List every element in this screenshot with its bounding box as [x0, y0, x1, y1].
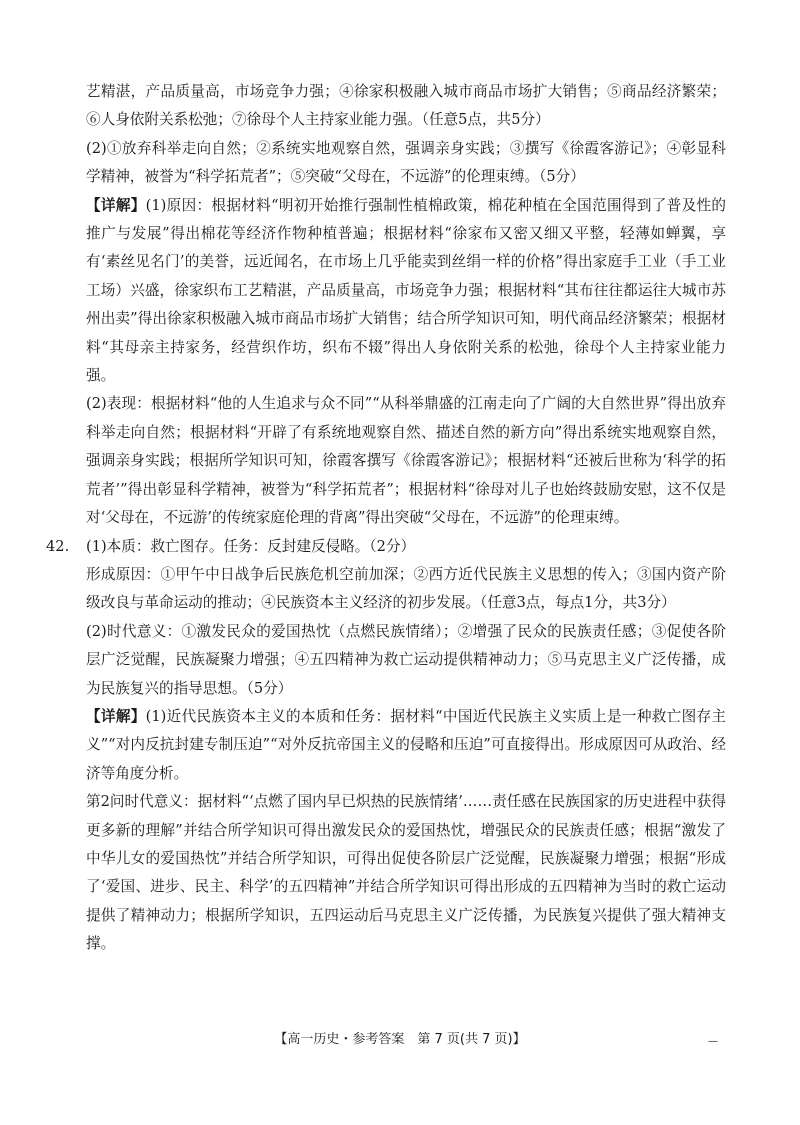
q41-detail-1: [86, 192, 726, 391]
detail-label: 【详解】: [86, 707, 146, 725]
q42-detail-1: [86, 703, 726, 788]
q41-part2-answer: (2)①放弃科举走向自然；②系统实地观察自然，强调亲身实践；③撰写《徐霞客游记》；④彰显科学精神，被誉为“科学拓荒者”；⑤突破“父母在，不远游”的伦理束缚。（5分）: [86, 139, 726, 186]
q42-causes: 形成原因：①甲午中日战争后民族危机空前加深；②西方近代民族主义思想的传入；③国内资产阶级改良与革命运动的推动；④民族资本主义经济的初步发展。（任意3点，每点1分，共3分）: [86, 565, 726, 612]
page-footer: 【高一历史・参考答案 第 7 页(共 7 页)】: [274, 1032, 526, 1047]
q42-detail-1-text: (1)近代民族资本主义的本质和任务：据材料“中国近代民族主义实质上是一种救亡图存主义”“对内反抗封建专制压迫”“对外反抗帝国主义的侵略和压迫”可直接得出。形成原因可从政治、经济等角度分析。: [86, 707, 726, 782]
answer-content: [46, 78, 726, 959]
q42-detail-2: 第2问时代意义：据材料“‘点燃了国内早已炽热的民族情绪’……责任感在民族国家的历史进程中获得更多新的理解”并结合所学知识可得出激发民众的爱国热忱，增强民众的民族责任感；根据“激发了中华儿女的爱国热忱”并结合所学知识，可得出促使各阶层广泛觉醒，民族凝聚力增强；根据“形成了‘爱国、进步、民主、科学’的五四精神”并结合所学知识可得出形成的五四精神为当时的救亡运动提供了精神动力；根据所学知识，五四运动后马克思主义广泛传播，为民族复兴提供了强大精神支撑。: [86, 793, 726, 953]
question-42: [46, 533, 726, 561]
corner-mark: —: [708, 1036, 718, 1047]
q42-part2-answer: (2)时代意义：①激发民众的爱国热忱（点燃民族情绪）；②增强了民众的民族责任感；③促使各阶层广泛觉醒，民族凝聚力增强；④五四精神为救亡运动提供精神动力；⑤马克思主义广泛传播，成为民族复兴的指导思想。（5分）: [86, 622, 726, 697]
q42-part1-answer: (1)本质：救亡图存。任务：反封建反侵略。（2分）: [86, 537, 416, 555]
q41-detail-2: (2)表现：根据材料“他的人生追求与众不同”“从科举鼎盛的江南走向了广阔的大自然世界”得出放弃科举走向自然；根据材料“开辟了有系统地观察自然、描述自然的新方向”得出系统实地观察自然，强调亲身实践；根据所学知识可知，徐霞客撰写《徐霞客游记》；根据材料“还被后世称为‘科学的拓荒者’”得出彰显科学精神，被誉为“科学拓荒者”；根据材料“徐母对儿子也始终鼓励安慰，这不仅是对‘父母在，不远游’的传统家庭伦理的背离”得出突破“父母在，不远游”的伦理束缚。: [86, 395, 726, 527]
question-number: 42.: [46, 537, 70, 555]
q41-line-continuation: 艺精湛，产品质量高，市场竞争力强；④徐家积极融入城市商品市场扩大销售；⑤商品经济繁荣；⑥人身依附关系松弛；⑦徐母个人主持家业能力强。（任意5点，共5分）: [86, 83, 726, 129]
q41-detail-1-text: (1)原因：根据材料“明初开始推行强制性植棉政策，棉花种植在全国范围得到了普及性的推广与发展”得出棉花等经济作物种植普遍；根据材料“徐家布又密又细又平整，轻薄如蝉翼，享有‘素丝见名门’的美誉，远近闻名，在市场上几乎能卖到丝绢一样的价格”得出家庭手工业（手工业工场）兴盛，徐家织布工艺精湛，产品质量高，市场竞争力强；根据材料“其布往往都运往大城市苏州出卖”得出徐家积极融入城市商品市场扩大销售；结合所学知识可知，明代商品经济繁荣；根据材料“其母亲主持家务，经营织作坊，织布不辍”得出人身依附关系的松弛，徐母个人主持家业能力强。: [86, 196, 726, 385]
detail-label: 【详解】: [86, 196, 146, 214]
